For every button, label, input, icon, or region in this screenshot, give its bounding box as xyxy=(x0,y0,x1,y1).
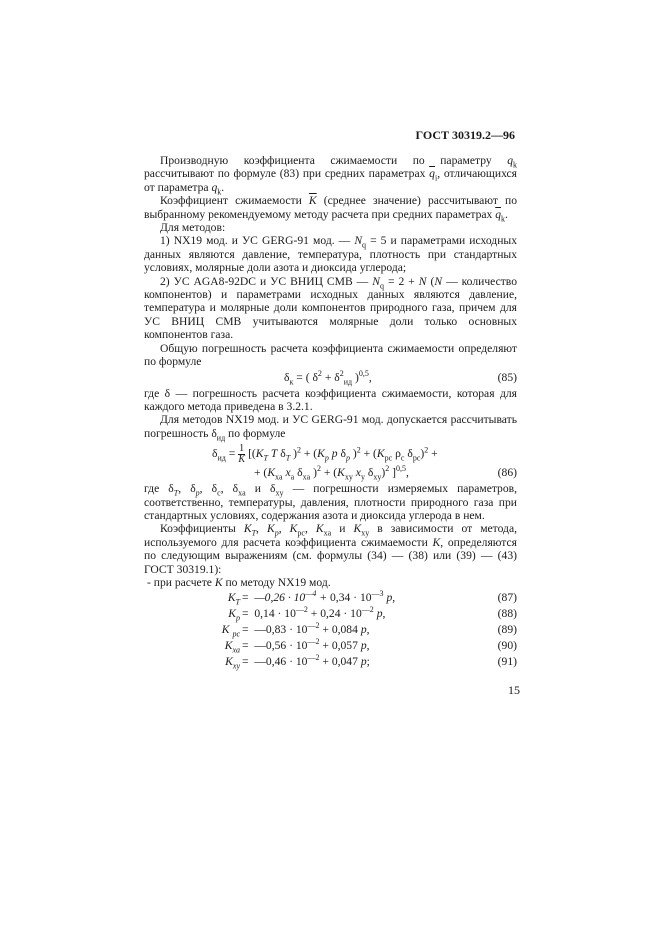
paragraph-derivative: Производную коэффициента сжимаемости по параметру $q_k$ рассчитывают по формуле (83) при средних параметрах $\overline{q}_i$, отличающихся от параметра $q_k$. xyxy=(144,154,518,197)
page-body xyxy=(144,154,517,671)
equation-86-line-1: $\delta_{ид}$ = $\frac{1}{K}$ [($K_T$ T $\delta_T$ )$^2 + (K_p$ p $\delta_p$ )$^2 + (K_{рс}$ $\rho_с$ $\delta_{рс})^2$ + xyxy=(212,443,438,466)
equation-number: (89) xyxy=(497,623,517,637)
equation-90: $K_{xa}$ = —0,56 · $10^{—2} + 0,057$ p, (90) xyxy=(224,637,517,655)
paragraph-methods-nx19: Для методов NX19 мод. и УС GERG-91 мод. допускается рассчитывать погрешность $\delta_{ид}$ по формуле xyxy=(144,413,517,443)
equation-88: $K_p$ = $0,14 \cdot 10^{—2} + 0,24 \cdot 10^{—2}$ p, (88) xyxy=(228,605,517,623)
paragraph-for-methods: Для методов: xyxy=(160,221,226,235)
paragraph-coefficients: Коэффициенты $K_T$, $K_p$, $K_{рс}$, $K_{xa}$ и $K_{xy}$ в зависимости от метода, используемого для расчета коэффициента сжимаемости K, определяются по следующим выражениям (см. формулы (34) — (38) или (39) — (43) ГОСТ 30319.1): xyxy=(144,522,517,576)
paragraph-total-error: Общую погрешность расчета коэффициента сжимаемости определяют по формуле xyxy=(144,341,517,369)
equation-number: (90) xyxy=(497,639,517,653)
page-number: 15 xyxy=(508,683,520,697)
equation-91: $K_{xy}$ = —0,46 · $10^{—2} + 0,047$ p; (91) xyxy=(225,653,517,671)
equation-number: (86) xyxy=(497,466,517,480)
document-code: ГОСТ 30319.2—96 xyxy=(415,128,515,142)
equation-89: K $_{рс}$ = —0,83 · $10^{—2} + 0,084$ p, (89) xyxy=(221,621,517,639)
paragraph-where-errors: где $\delta_T$, $\delta_p$, $\delta_с$, $\delta_{xa}$ и $\delta_{xy}$ — погрешности измеряемых параметров, соответственно, температуры, давления, плотности природного газа при стандартных условиях, содержания азота и диоксида углерода в нем. xyxy=(144,482,518,522)
paragraph-where-delta: где δ — погрешность расчета коэффициента сжимаемости, которая для каждого метода приведена в 3.2.1. xyxy=(144,386,517,413)
paragraph-nx19-calc: - при расчете K по методу NX19 мод. xyxy=(147,575,331,589)
list-item-1: 1) NX19 мод. и УС GERG-91 мод. — $N_q = 5$ и параметрами исходных данных являются давление, температура, плотность при стандартных условиях, молярные доли азота и диоксида углерода; xyxy=(144,234,517,275)
equation-86-line-2: + ($K_{xa}$ $x_a$ $\delta_{xa}$ )$^2 + (K_{xy}$ $x_y$ $\delta_{xy})^2$ ]$^{0,5}$, (86) xyxy=(254,464,517,482)
paragraph-average-k: Коэффициент сжимаемости $\overline{K}$ (среднее значение) рассчитывают по выбранному рекомендуемому методу расчета при средних параметрах $\overline{q}_k$. xyxy=(144,194,517,223)
equation-number: (88) xyxy=(497,607,517,621)
equation-number: (85) xyxy=(497,370,517,384)
list-item-2: 2) УС AGA8-92DC и УС ВНИЦ СМВ — $N_q = 2 + N$ (N — количество компонентов) и параметрами исходных данных являются давление, температура и молярные доли компонентов природного газа, причем для УС ВНИЦ СМВ учитываются молярные доли только основных компонентов газа. xyxy=(144,274,517,342)
equation-85: $\delta_к$ = ( $\delta^2 + \delta^2_{ид}$ )$^{0,5}$, (85) xyxy=(284,368,517,386)
equation-number: (91) xyxy=(497,655,517,669)
equation-number: (87) xyxy=(497,591,517,605)
equation-87: $K_T$ = —0,26 · $10^{—4} + 0,34 \cdot 10^{—3}$ p, (87) xyxy=(227,589,517,607)
